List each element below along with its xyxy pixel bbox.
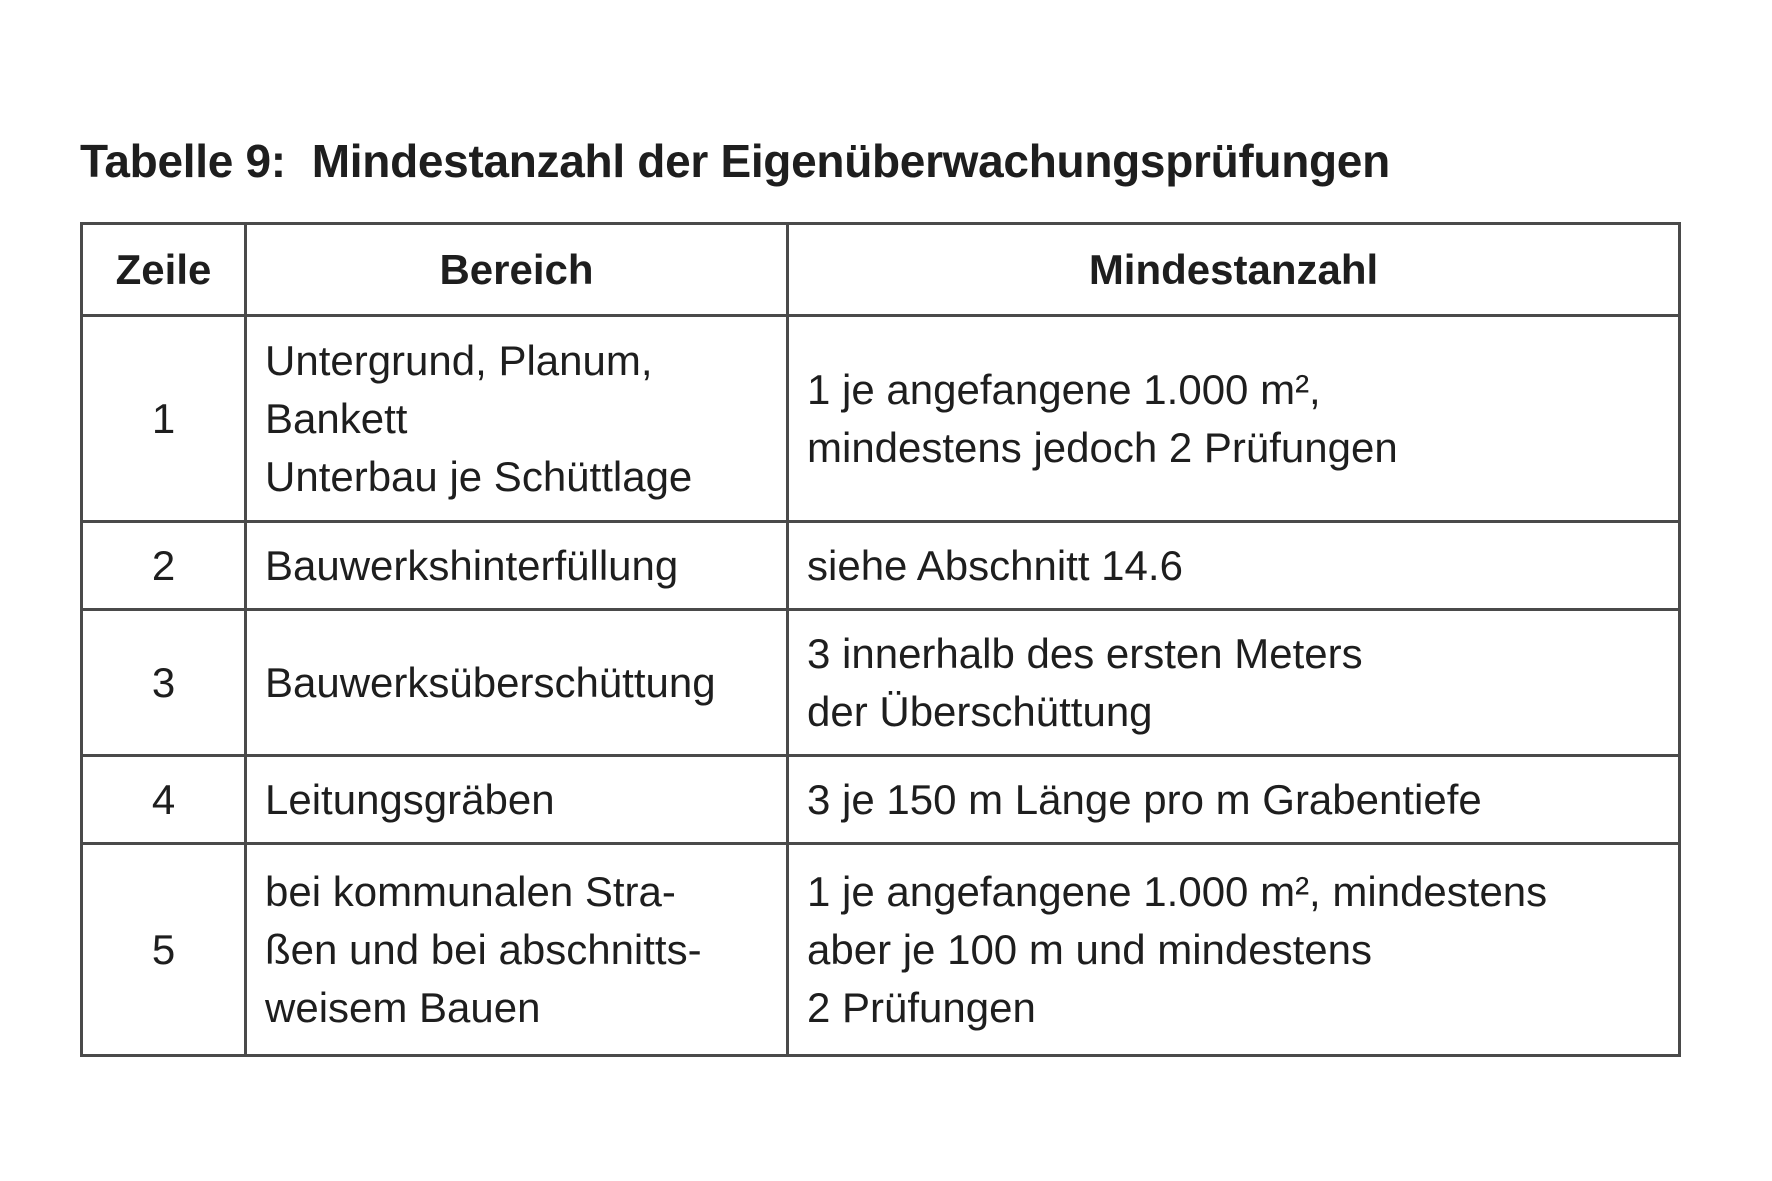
row-number: 1 [82, 316, 246, 522]
mindestanzahl-line: mindestens jedoch 2 Prüfungen [807, 423, 1398, 471]
bereich-cell [246, 756, 788, 844]
inspection-table [80, 222, 1681, 1057]
bereich-cell [246, 316, 788, 522]
caption-label: Tabelle 9: [80, 135, 286, 187]
table-row [82, 844, 1680, 1056]
bereich-cell [246, 610, 788, 756]
table-row [82, 756, 1680, 844]
mindestanzahl-line: 3 je 150 m Länge pro m Grabentiefe [807, 775, 1482, 823]
header-zeile: Zeile [82, 224, 246, 316]
mindestanzahl-line: aber je 100 m und mindestens [807, 925, 1373, 973]
table-header-row [82, 224, 1680, 316]
mindestanzahl-cell [788, 610, 1680, 756]
mindestanzahl-line: siehe Abschnitt 14.6 [807, 541, 1183, 589]
bereich-line: Bauwerkshinterfüllung [265, 541, 679, 589]
caption-title: Mindestanzahl der Eigenüberwachungsprüfungen [311, 135, 1390, 187]
table-row [82, 522, 1680, 610]
row-number: 4 [82, 756, 246, 844]
table-row [82, 316, 1680, 522]
mindestanzahl-line: der Überschüttung [807, 687, 1153, 735]
bereich-line: Bauwerksüberschüttung [265, 658, 716, 706]
mindestanzahl-line: 1 je angefangene 1.000 m², [807, 365, 1321, 413]
bereich-line: Untergrund, Planum, [265, 336, 653, 384]
table-row [82, 610, 1680, 756]
mindestanzahl-cell [788, 844, 1680, 1056]
bereich-line: Leitungsgräben [265, 775, 555, 823]
header-bereich: Bereich [246, 224, 788, 316]
bereich-line: weisem Bauen [265, 983, 541, 1031]
mindestanzahl-cell [788, 316, 1680, 522]
mindestanzahl-line: 3 innerhalb des ersten Meters [807, 629, 1363, 677]
row-number: 2 [82, 522, 246, 610]
table-caption [80, 134, 1390, 188]
row-number: 3 [82, 610, 246, 756]
bereich-line: Unterbau je Schüttlage [265, 452, 693, 500]
row-number: 5 [82, 844, 246, 1056]
bereich-line: bei kommunalen Stra- [265, 867, 676, 915]
bereich-line: ßen und bei abschnitts- [265, 925, 702, 973]
bereich-cell [246, 844, 788, 1056]
bereich-cell [246, 522, 788, 610]
mindestanzahl-cell [788, 522, 1680, 610]
bereich-line: Bankett [265, 394, 408, 442]
header-mindestanzahl: Mindestanzahl [788, 224, 1680, 316]
mindestanzahl-cell [788, 756, 1680, 844]
mindestanzahl-line: 2 Prüfungen [807, 983, 1036, 1031]
mindestanzahl-line: 1 je angefangene 1.000 m², mindestens [807, 867, 1548, 915]
